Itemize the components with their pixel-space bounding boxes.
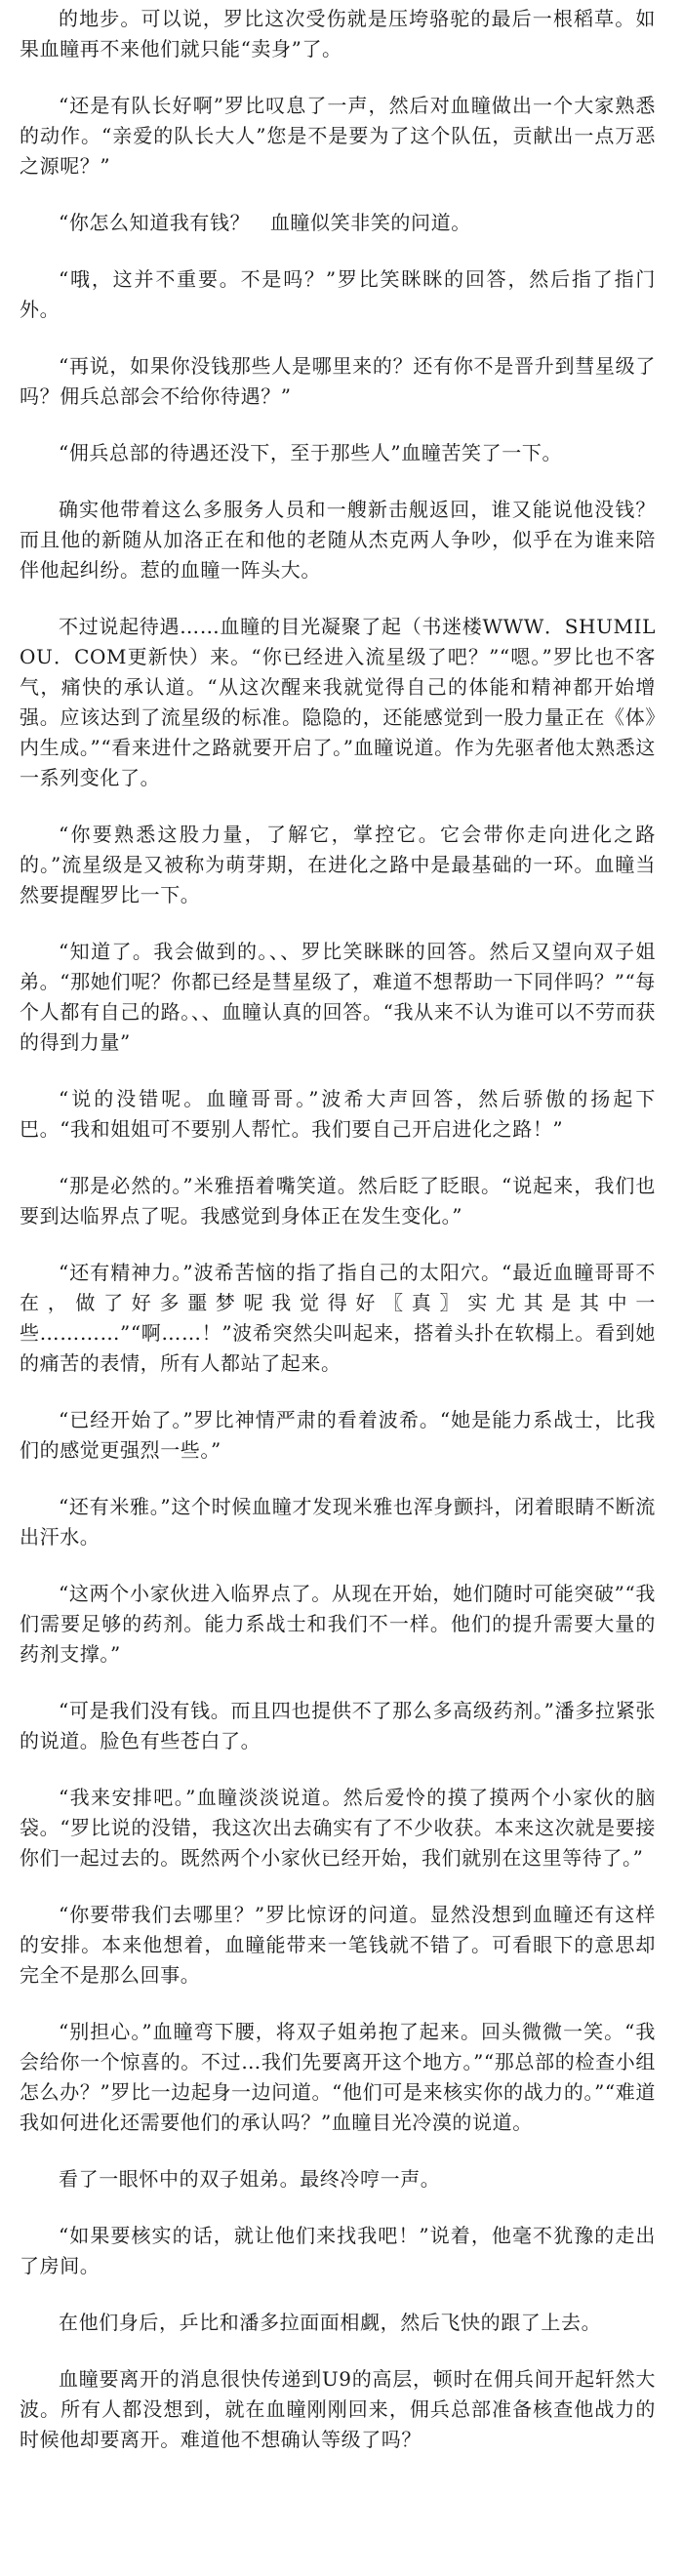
paragraph: “你要熟悉这股力量，了解它，掌控它。它会带你走向进化之路的。”流星级是又被称为萌芽期，在进化之路中是最基础的一环。血瞳当然要提醒罗比一下。 [20,823,656,906]
paragraph: “你要带我们去哪里？”罗比惊讶的问道。显然没想到血瞳还有这样的安排。本来他想着，血瞳能带来一笔钱就不错了。可看眼下的意思却完全不是那么回事。 [20,1903,656,1987]
paragraph: “知道了。我会做到的。、、罗比笑眯眯的回答。然后又望向双子姐弟。“那她们呢？你都已经是彗星级了，难道不想帮助一下同伴吗？”“每个人都有自己的路。、、血瞳认真的回答。“我从来不认为谁可以不劳而获的得到力量” [20,940,656,1054]
paragraph: 血瞳要离开的消息很快传递到U9的高层，顿时在佣兵间开起轩然大波。所有人都没想到，就在血瞳刚刚回来，佣兵总部准备核查他战力的时候他却要离开。难道他不想确认等级了吗？ [20,2367,656,2451]
paragraph: “这两个小家伙进入临界点了。从现在开始，她们随时可能突破”“我们需要足够的药剂。能力系战士和我们不一样。他们的提升需要大量的药剂支撑。” [20,1582,656,1666]
paragraph: “哦，这并不重要。不是吗？”罗比笑眯眯的回答，然后指了指门外。 [20,267,656,321]
paragraph: 看了一眼怀中的双子姐弟。最终冷哼一声。 [59,2167,441,2191]
paragraph: “已经开始了。”罗比神情严肃的看着波希。“她是能力系战士，比我们的感觉更强烈一些。” [20,1408,656,1462]
paragraph: “再说，如果你没钱那些人是哪里来的？还有你不是晋升到彗星级了吗？佣兵总部会不给你待遇？” [20,354,656,408]
paragraph: “你怎么知道我有钱？ 血瞳似笑非笑的问道。 [59,211,471,234]
paragraph: “如果要核实的话，就让他们来找我吧！”说着，他毫不犹豫的走出了房间。 [20,2224,656,2277]
paragraph: 的地步。可以说，罗比这次受伤就是压垮骆驼的最后一根稻草。如果血瞳再不来他们就只能“卖身”了。 [20,7,656,60]
paragraph: “我来安排吧。”血瞳淡淡说道。然后爱怜的摸了摸两个小家伙的脑袋。“罗比说的没错，我这次出去确实有了不少收获。本来这次就是要接你们一起过去的。既然两个小家伙已经开始，我们就别在这里等待了。” [20,1786,656,1870]
paragraph: “那是必然的。”米雅捂着嘴笑道。然后眨了眨眼。“说起来，我们也要到达临界点了呢。我感觉到身体正在发生变化。” [20,1174,656,1228]
paragraph: 确实他带着这么多服务人员和一艘新击舰返回，谁又能说他没钱？而且他的新随从加洛正在和他的老随从杰克两人争吵，似乎在为谁来陪伴他起纠纷。惹的血瞳一阵头大。 [20,498,656,582]
paragraph: “还有米雅。”这个时候血瞳才发现米雅也浑身颤抖，闭着眼睛不断流出汗水。 [20,1495,656,1549]
paragraph: “还有精神力。”波希苦恼的指了指自己的太阳穴。“最近血瞳哥哥不在，做了好多噩梦呢我觉得好〖真〗实尤其是其中一些…………”“啊……！”波希突然尖叫起来，搭着头扑在软榻上。看到她的痛苦的表情，所有人都站了起来。 [20,1261,656,1375]
paragraph: “还是有队长好啊”罗比叹息了一声，然后对血瞳做出一个大家熟悉的动作。“亲爱的队长大人”您是不是要为了这个队伍，贡献出一点万恶之源呢？” [20,94,656,178]
paragraph: “佣兵总部的待遇还没下，至于那些人”血瞳苦笑了一下。 [59,441,563,464]
paragraph: “别担心。”血瞳弯下腰，将双子姐弟抱了起来。回头微微一笑。“我会给你一个惊喜的。不过…我们先要离开这个地方。”“那总部的检查小组怎么办？”罗比一边起身一边问道。“他们可是来核实你的战力的。”“难道我如何进化还需要他们的承认吗？”血瞳目光冷漠的说道。 [20,2020,656,2134]
paragraph: “说的没错呢。血瞳哥哥。”波希大声回答，然后骄傲的扬起下巴。“我和姐姐可不要别人帮忙。我们要自己开启进化之路！” [20,1087,656,1141]
paragraph: 在他们身后，乒比和潘多拉面面相觑，然后飞快的跟了上去。 [59,2311,602,2334]
paragraph: 不过说起待遇……血瞳的目光凝聚了起（书迷楼WWW．SHUMILOU．COM更新快）来。“你已经进入流星级了吧？”“嗯。”罗比也不客气，痛快的承认道。“从这次醒来我就觉得自己的体能和精神都开始增强。应该达到了流星级的标准。隐隐的，还能感觉到一股力量正在《体》内生成。”“看来进什之路就要开启了。”血瞳说道。作为先驱者他太熟悉这一系列变化了。 [20,615,656,789]
paragraph: “可是我们没有钱。而且四也提供不了那么多高级药剂。”潘多拉紧张的说道。脸色有些苍白了。 [20,1699,656,1752]
